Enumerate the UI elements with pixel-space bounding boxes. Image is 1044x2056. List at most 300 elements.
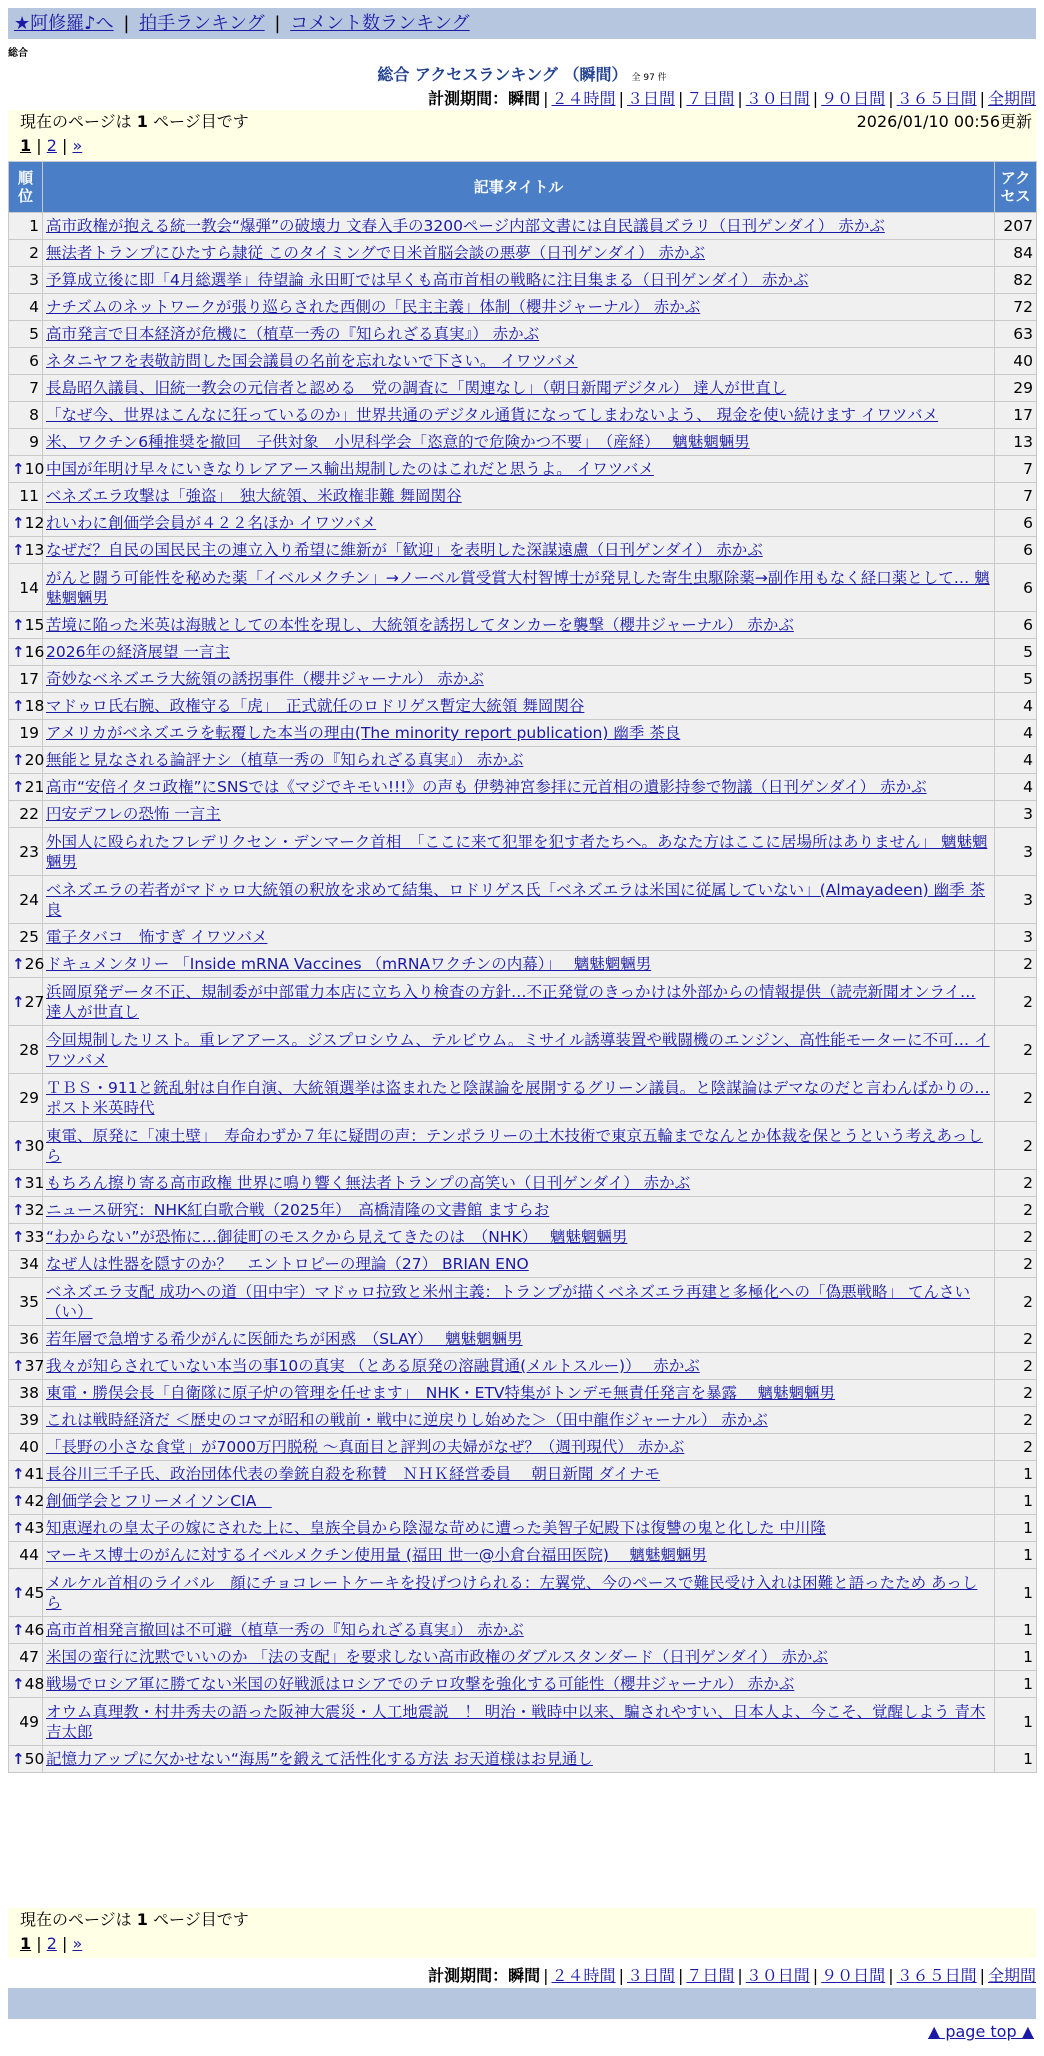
title-cell (43, 1170, 995, 1197)
article-link[interactable]: アメリカがベネズエラを転覆した本当の理由(The minority report publication) 幽季 茶良 (46, 724, 681, 742)
access-count: 17 (995, 402, 1037, 429)
period-separator: | (979, 1966, 985, 1985)
rank-cell (9, 1569, 43, 1617)
title-cell (43, 1488, 995, 1515)
period-option-link[interactable]: ３６５日間 (896, 89, 977, 108)
article-link[interactable]: 奇妙なベネズエラ大統領の誘拐事件（櫻井ジャーナル） 赤かぶ (46, 670, 484, 688)
page-title (0, 62, 1044, 85)
rank-cell (9, 666, 43, 693)
rank-cell (9, 240, 43, 267)
table-row (9, 483, 1037, 510)
table-row (9, 978, 1037, 1026)
rank-number: 40 (19, 1438, 39, 1456)
site-home-link[interactable]: ★阿修羅♪へ (14, 13, 114, 34)
access-count: 3 (995, 801, 1037, 828)
title-cell (43, 1407, 995, 1434)
title-cell (43, 348, 995, 375)
title-cell (43, 924, 995, 951)
rank-number: 24 (19, 890, 39, 909)
period-separator: | (543, 89, 549, 108)
table-row (9, 1746, 1037, 1773)
rank-cell (9, 951, 43, 978)
period-option-link[interactable]: ３日間 (626, 89, 675, 108)
table-row (9, 1461, 1037, 1488)
article-link[interactable]: 外国人に殴られたフレデリクセン・デンマーク首相 「ここに来て犯罪を犯す者たちへ。あなた方はここに居場所はありません」 魑魅魍魎男 (46, 832, 988, 871)
table-header-row (9, 162, 1037, 213)
title-cell (43, 1326, 995, 1353)
access-count: 2 (995, 1380, 1037, 1407)
article-link[interactable]: “わからない”が恐怖に…御徒町のモスクから見えてきたのは （NHK） 魑魅魍魎男 (46, 1228, 628, 1246)
rank-number: 34 (19, 1255, 39, 1273)
article-link[interactable]: マーキス博士のがんに対するイベルメクチン使用量 (福田 世一@小倉台福田医院) 魑魅魍魎男 (46, 1546, 707, 1564)
article-link[interactable]: ニュース研究：NHK紅白歌合戦（2025年） 高橋清隆の文書館 ますらお (46, 1201, 550, 1219)
article-link[interactable]: 円安デフレの恐怖 一言主 (46, 805, 221, 823)
rank-up-arrow-icon: ↑ (12, 1519, 25, 1537)
table-row (9, 564, 1037, 612)
access-count: 2 (995, 978, 1037, 1026)
rank-up-arrow-icon: ↑ (12, 1174, 25, 1192)
rank-cell (9, 693, 43, 720)
rank-cell (9, 1434, 43, 1461)
period-option-link[interactable]: ３日間 (626, 1966, 675, 1985)
comment-ranking-link[interactable]: コメント数ランキング (290, 13, 470, 34)
article-link[interactable]: れいわに創価学会員が４２２名ほか イワツバメ (46, 514, 377, 532)
table-row (9, 720, 1037, 747)
page-info-suffix: ページ目です (153, 112, 249, 131)
access-count: 2 (995, 1122, 1037, 1170)
table-row (9, 1074, 1037, 1122)
article-link[interactable]: 高市政権が抱える統一教会“爆弾”の破壊力 文春入手の3200ページ内部文書には自民議員ズラリ（日刊ゲンダイ） 赤かぶ (46, 217, 885, 235)
table-row (9, 510, 1037, 537)
access-count: 1 (995, 1671, 1037, 1698)
table-row (9, 1488, 1037, 1515)
rank-number: 35 (19, 1292, 39, 1311)
total-count: 全 97 件 (631, 73, 667, 83)
rank-up-arrow-icon: ↑ (12, 1228, 25, 1246)
article-link[interactable]: マドゥロ氏右腕、政権守る「虎」 正式就任のロドリゲス暫定大統領 舞岡関谷 (46, 697, 585, 715)
article-link[interactable]: 創価学会とフリーメイソンCIA (46, 1492, 272, 1510)
table-row (9, 375, 1037, 402)
article-link[interactable]: 東電・勝俣会長「自衛隊に原子炉の管理を任せます」 NHK・ETV特集がトンデモ無責任発言を暴露 魑魅魍魎男 (46, 1384, 835, 1402)
period-selector-bottom (428, 1963, 1036, 1986)
pager: 1 | 2 | » (20, 1934, 83, 1953)
rank-number: 17 (19, 670, 39, 688)
period-option-link[interactable]: 全期間 (987, 1966, 1036, 1985)
article-link[interactable]: これは戦時経済だ ＜歴史のコマが昭和の戦前・戦中に逆戻りし始めた＞（田中龍作ジャーナル） 赤かぶ (46, 1411, 768, 1429)
rank-number: 9 (29, 433, 39, 451)
rank-cell (9, 1353, 43, 1380)
table-row (9, 1353, 1037, 1380)
ranking-title: 総合 アクセスランキング （瞬間） (377, 65, 628, 84)
period-option-link[interactable]: ３６５日間 (896, 1966, 977, 1985)
title-cell (43, 294, 995, 321)
article-link[interactable]: 米、ワクチン6種推奨を撤回 子供対象 小児科学会「恣意的で危険かつ不要」 （産経） 魑魅魍魎男 (46, 433, 750, 451)
title-cell (43, 564, 995, 612)
table-row (9, 402, 1037, 429)
table-row (9, 1170, 1037, 1197)
period-label: 計測期間： (428, 89, 509, 108)
pager: 1 | 2 | » (20, 136, 83, 155)
table-row (9, 1380, 1037, 1407)
access-count: 13 (995, 429, 1037, 456)
article-link[interactable]: なぜだ？自民の国民民主の連立入り希望に維新が「歓迎」を表明した深謀遠慮（日刊ゲンダイ） 赤かぶ (46, 541, 763, 559)
period-option-link[interactable]: ９０日間 (821, 1966, 886, 1985)
pager-page-2[interactable]: 2 (46, 136, 57, 155)
article-link[interactable]: 我々が知らされていない本当の事10の真実 （とある原発の溶融貫通(メルトスルー)） 赤かぶ (46, 1357, 700, 1375)
rank-up-arrow-icon: ↑ (12, 955, 25, 973)
rank-number: 14 (19, 578, 39, 597)
rank-cell (9, 1278, 43, 1326)
period-separator: | (543, 1966, 549, 1985)
rank-cell (9, 564, 43, 612)
article-link[interactable]: ナチズムのネットワークが張り巡らされた西側の「民主主義」体制（櫻井ジャーナル） 赤かぶ (46, 298, 701, 316)
article-link[interactable]: 「なぜ今、世界はこんなに狂っているのか」世界共通のデジタル通貨になってしまわないよう、 現金を使い続けます イワツバメ (46, 406, 939, 424)
access-count: 1 (995, 1644, 1037, 1671)
rank-cell (9, 1251, 43, 1278)
table-row (9, 267, 1037, 294)
article-link[interactable]: 今回規制したリスト。重レアアース。ジスプロシウム、テルビウム。ミサイル誘導装置や戦闘機のエンジン、高性能モーターに不可… イワツバメ (46, 1030, 990, 1069)
rank-number: 29 (19, 1088, 39, 1107)
title-cell (43, 1569, 995, 1617)
access-count: 3 (995, 876, 1037, 924)
article-link[interactable]: 2026年の経済展望 一言主 (46, 643, 230, 661)
rank-number: 50 (24, 1750, 45, 1768)
rank-number: 31 (24, 1174, 45, 1192)
article-link[interactable]: 戦場でロシア軍に勝てない米国の好戦派はロシアでのテロ攻撃を強化する可能性（櫻井ジャーナル） 赤かぶ (46, 1675, 795, 1693)
title-cell (43, 483, 995, 510)
table-row (9, 747, 1037, 774)
top-nav-bar (8, 8, 1036, 39)
title-cell (43, 321, 995, 348)
period-separator: | (812, 89, 819, 108)
access-count: 7 (995, 456, 1037, 483)
pager-next[interactable]: » (72, 136, 83, 155)
article-link[interactable]: ベネズエラ攻撃は「強盗」 独大統領、米政権非難 舞岡関谷 (46, 487, 462, 505)
rank-cell (9, 720, 43, 747)
section-label: 総合 (8, 48, 28, 59)
table-row (9, 639, 1037, 666)
rank-cell (9, 213, 43, 240)
period-separator: | (737, 1966, 743, 1985)
access-count: 6 (995, 564, 1037, 612)
title-cell (43, 1671, 995, 1698)
article-link[interactable]: メルケル首相のライバル 顔にチョコレートケーキを投げつけられる：左翼党、今のペースで難民受け入れは困難と語ったため あっしら (46, 1573, 978, 1612)
article-link[interactable]: オウム真理教・村井秀夫の語った阪神大震災・人工地震説 ！ 明治・戦時中以来、騙されやすい、日本人よ、今こそ、覚醒しよう 青木吉太郎 (46, 1702, 986, 1741)
rank-number: 7 (29, 379, 39, 397)
article-link[interactable]: 東電、原発に「凍土壁」 寿命わずか７年に疑問の声：テンポラリーの土木技術で東京五輪までなんとか体裁を保とうという考えあっしら (46, 1126, 983, 1165)
article-link[interactable]: 高市“安倍イタコ政権”にSNSでは《マジでキモい!!!》の声も 伊勢神宮参拝に元首相の遺影持参で物議（日刊ゲンダイ） 赤かぶ (46, 778, 927, 796)
rank-header: 順位 (9, 162, 43, 213)
rank-cell (9, 267, 43, 294)
table-row (9, 1644, 1037, 1671)
rank-cell (9, 876, 43, 924)
article-link[interactable]: 若年層で急増する希少がんに医師たちが困惑 （SLAY） 魑魅魍魎男 (46, 1330, 523, 1348)
rank-cell (9, 402, 43, 429)
article-link[interactable]: 無能と見なされる論評ナシ（植草一秀の『知られざる真実』） 赤かぶ (46, 751, 524, 769)
period-option-link[interactable]: ２４時間 (551, 89, 616, 108)
period-separator: | (888, 1966, 894, 1985)
rank-cell (9, 1224, 43, 1251)
rank-up-arrow-icon: ↑ (12, 541, 25, 559)
title-cell (43, 828, 995, 876)
rank-cell (9, 1644, 43, 1671)
rank-number: 23 (19, 842, 39, 861)
article-link[interactable]: 苦境に陥った米英は海賊としての本性を現し、大統領を誘拐してタンカーを襲撃（櫻井ジャーナル） 赤かぶ (46, 616, 794, 634)
table-row (9, 213, 1037, 240)
title-cell (43, 978, 995, 1026)
article-link[interactable]: ベネズエラ支配 成功への道（田中宇）マドゥロ拉致と米州主義：トランプが描くベネズエラ再建と多極化への「偽悪戦略」 てんさい（い） (46, 1282, 970, 1321)
rank-cell (9, 1698, 43, 1746)
title-cell (43, 240, 995, 267)
rank-up-arrow-icon: ↑ (12, 697, 25, 715)
title-cell (43, 1746, 995, 1773)
period-separator: | (888, 89, 894, 108)
rank-up-arrow-icon: ↑ (12, 514, 25, 532)
period-separator: | (812, 1966, 819, 1985)
pager-current: 1 (20, 1934, 32, 1953)
rank-cell (9, 801, 43, 828)
rank-number: 12 (24, 514, 45, 532)
title-cell (43, 1698, 995, 1746)
access-count: 2 (995, 1407, 1037, 1434)
access-count: 6 (995, 612, 1037, 639)
article-link[interactable]: 高市発言で日本経済が危機に（植草一秀の『知られざる真実』） 赤かぶ (46, 325, 540, 343)
footer-bar (8, 1988, 1036, 2019)
rank-number: 8 (29, 406, 39, 424)
table-row (9, 774, 1037, 801)
period-separator: | (618, 1966, 624, 1985)
article-link[interactable]: ベネズエラの若者がマドゥロ大統領の釈放を求めて結集、ロドリゲス氏「ベネズエラは米国に従属していない」(Almayadeen) 幽季 茶良 (46, 880, 986, 919)
access-count: 1 (995, 1542, 1037, 1569)
rank-up-arrow-icon: ↑ (12, 1621, 25, 1639)
rank-cell (9, 1122, 43, 1170)
rank-cell (9, 1407, 43, 1434)
rank-cell (9, 537, 43, 564)
period-separator: | (677, 89, 684, 108)
access-count: 29 (995, 375, 1037, 402)
rank-up-arrow-icon: ↑ (12, 1201, 25, 1219)
table-row (9, 801, 1037, 828)
title-cell (43, 1197, 995, 1224)
title-cell (43, 876, 995, 924)
pager-next[interactable]: » (72, 1934, 83, 1953)
rank-cell (9, 639, 43, 666)
period-separator: | (677, 1966, 684, 1985)
rank-up-arrow-icon: ↑ (12, 1750, 25, 1768)
rank-cell (9, 774, 43, 801)
updated-timestamp: 2026/01/10 00:56更新 (856, 112, 1032, 131)
article-link[interactable]: 長谷川三千子氏、政治団体代表の拳銃自殺を称賛 ＮＨＫ経営委員 朝日新聞 ダイナモ (46, 1465, 661, 1483)
rank-number: 49 (19, 1712, 39, 1731)
article-link[interactable]: 浜岡原発データ不正、規制委が中部電力本店に立ち入り検査の方針…不正発覚のきっかけは外部からの情報提供（読売新聞オンライ… 達人が世直し (46, 982, 976, 1021)
article-link[interactable]: もちろん擦り寄る高市政権 世界に鳴り響く無法者トランプの高笑い（日刊ゲンダイ） 赤かぶ (46, 1174, 691, 1192)
access-count: 2 (995, 1074, 1037, 1122)
title-cell (43, 1617, 995, 1644)
title-cell (43, 267, 995, 294)
table-row (9, 1224, 1037, 1251)
access-count: 4 (995, 747, 1037, 774)
page-info-top (8, 110, 1036, 160)
title-cell (43, 429, 995, 456)
table-row (9, 693, 1037, 720)
rank-number: 4 (29, 298, 39, 316)
applause-ranking-link[interactable]: 拍手ランキング (139, 13, 265, 34)
access-count: 1 (995, 1488, 1037, 1515)
access-count: 40 (995, 348, 1037, 375)
article-link[interactable]: 記憶力アップに欠かせない“海馬”を鍛えて活性化する方法 お天道様はお見通し (46, 1750, 593, 1768)
page-top-link[interactable]: ▲ page top ▲ (927, 2022, 1034, 2041)
rank-cell (9, 1170, 43, 1197)
rank-cell (9, 456, 43, 483)
title-cell (43, 1122, 995, 1170)
title-cell (43, 510, 995, 537)
rank-number: 36 (19, 1330, 39, 1348)
rank-number: 26 (24, 955, 45, 973)
article-link[interactable]: 知恵遅れの皇太子の嫁にされた上に、皇族全員から陰湿な苛めに遭った美智子妃殿下は復讐の鬼と化した 中川隆 (46, 1519, 826, 1537)
article-link[interactable]: がんと闘う可能性を秘めた薬「イベルメクチン」→ノーベル賞受賞大村智博士が発見した寄生虫駆除薬→副作用もなく経口薬として… 魑魅魍魎男 (46, 568, 990, 607)
article-link[interactable]: なぜ人は性器を隠すのか？ エントロピーの理論（27） BRIAN ENO (46, 1255, 529, 1273)
article-link[interactable]: 中国が年明け早々にいきなりレアアース輸出規制したのはこれだと思うよ。 イワツバメ (46, 460, 654, 478)
table-row (9, 1407, 1037, 1434)
rank-number: 39 (19, 1411, 39, 1429)
title-cell (43, 402, 995, 429)
access-count: 2 (995, 1197, 1037, 1224)
period-separator: | (618, 89, 624, 108)
rank-cell (9, 1515, 43, 1542)
period-option-link[interactable]: ７日間 (686, 89, 735, 108)
rank-number: 25 (19, 928, 39, 946)
title-cell (43, 747, 995, 774)
nav-separator: | (123, 13, 130, 34)
access-header: アクセス (995, 162, 1037, 213)
access-count: 4 (995, 720, 1037, 747)
period-option-link[interactable]: ３０日間 (745, 1966, 810, 1985)
rank-cell (9, 1542, 43, 1569)
title-cell (43, 1380, 995, 1407)
rank-number: 44 (19, 1546, 39, 1564)
access-count: 7 (995, 483, 1037, 510)
table-row (9, 240, 1037, 267)
access-count: 2 (995, 951, 1037, 978)
rank-cell (9, 1461, 43, 1488)
rank-number: 37 (24, 1357, 45, 1375)
article-link[interactable]: 米国の蛮行に沈黙でいいのか 「法の支配」を要求しない高市政権のダブルスタンダード（日刊ゲンダイ） 赤かぶ (46, 1648, 828, 1666)
rank-number: 46 (24, 1621, 45, 1639)
table-row (9, 828, 1037, 876)
rank-number: 11 (19, 487, 39, 505)
rank-number: 30 (24, 1136, 45, 1155)
title-cell (43, 375, 995, 402)
table-row (9, 294, 1037, 321)
rank-number: 15 (24, 616, 45, 634)
access-count: 2 (995, 1353, 1037, 1380)
article-link[interactable]: ＴＢＳ・911と銃乱射は自作自演、大統領選挙は盗まれたと陰謀論を展開するグリーン議員。と陰謀論はデマなのだと言わんばかりの… ポスト米英時代 (46, 1078, 990, 1117)
rank-up-arrow-icon: ↑ (12, 1357, 25, 1375)
title-cell (43, 213, 995, 240)
table-row (9, 1122, 1037, 1170)
access-count: 4 (995, 693, 1037, 720)
access-count: 3 (995, 828, 1037, 876)
article-link[interactable]: 「長野の小さな食堂」が7000万円脱税 ～真面目と評判の夫婦がなぜ？（週刊現代） 赤かぶ (46, 1438, 685, 1456)
rank-up-arrow-icon: ↑ (12, 1583, 25, 1602)
rank-cell (9, 978, 43, 1026)
title-cell (43, 456, 995, 483)
title-cell (43, 537, 995, 564)
access-count: 2 (995, 1026, 1037, 1074)
rank-number: 47 (19, 1648, 39, 1666)
table-row (9, 1698, 1037, 1746)
table-row (9, 321, 1037, 348)
article-link[interactable]: ネタニヤフを表敬訪問した国会議員の名前を忘れないで下さい。 イワツバメ (46, 352, 578, 370)
rank-number: 13 (24, 541, 45, 559)
table-row (9, 1197, 1037, 1224)
rank-number: 10 (24, 460, 45, 478)
rank-cell (9, 375, 43, 402)
table-row (9, 456, 1037, 483)
page-info-prefix: 現在のページは (20, 1910, 132, 1929)
article-link[interactable]: 予算成立後に即「4月総選挙」待望論 永田町では早くも高市首相の戦略に注目集まる（日刊ゲンダイ） 赤かぶ (46, 271, 809, 289)
rank-cell (9, 483, 43, 510)
article-link[interactable]: 高市首相発言撤回は不可避（植草一秀の『知られざる真実』） 赤かぶ (46, 1621, 524, 1639)
pager-page-2[interactable]: 2 (46, 1934, 57, 1953)
table-row (9, 612, 1037, 639)
period-separator: | (737, 89, 743, 108)
table-row (9, 348, 1037, 375)
rank-cell (9, 1671, 43, 1698)
title-cell (43, 1353, 995, 1380)
title-cell (43, 951, 995, 978)
rank-number: 3 (29, 271, 39, 289)
table-row (9, 429, 1037, 456)
title-cell (43, 1074, 995, 1122)
title-cell (43, 801, 995, 828)
period-option-link[interactable]: 全期間 (987, 89, 1036, 108)
period-option-link[interactable]: ３０日間 (745, 89, 810, 108)
access-count: 1 (995, 1461, 1037, 1488)
table-row (9, 1278, 1037, 1326)
title-cell (43, 774, 995, 801)
period-separator: | (979, 89, 985, 108)
rank-number: 42 (24, 1492, 45, 1510)
rank-cell (9, 828, 43, 876)
period-option-link[interactable]: ９０日間 (821, 89, 886, 108)
title-cell (43, 1278, 995, 1326)
article-link[interactable]: ドキュメンタリー 「Inside mRNA Vaccines （mRNAワクチンの内幕）」 魑魅魍魎男 (46, 955, 652, 973)
period-option-link[interactable]: ２４時間 (551, 1966, 616, 1985)
table-row (9, 1542, 1037, 1569)
access-count: 3 (995, 924, 1037, 951)
article-link[interactable]: 電子タバコ 怖すぎ イワツバメ (46, 928, 268, 946)
period-current: 瞬間 (508, 1966, 541, 1985)
rank-cell (9, 612, 43, 639)
ranking-table (8, 161, 1037, 1773)
rank-number: 19 (19, 724, 39, 742)
rank-number: 21 (24, 778, 45, 796)
rank-cell (9, 429, 43, 456)
rank-up-arrow-icon: ↑ (12, 778, 25, 796)
rank-up-arrow-icon: ↑ (12, 1492, 25, 1510)
rank-cell (9, 1746, 43, 1773)
access-count: 84 (995, 240, 1037, 267)
rank-number: 45 (24, 1583, 45, 1602)
rank-number: 5 (29, 325, 39, 343)
article-link[interactable]: 長島昭久議員、旧統一教会の元信者と認める 党の調査に「関連なし」（朝日新聞デジタル） 達人が世直し (46, 379, 787, 397)
access-count: 2 (995, 1278, 1037, 1326)
article-link[interactable]: 無法者トランプにひたすら隷従 このタイミングで日米首脳会談の悪夢（日刊ゲンダイ） 赤かぶ (46, 244, 705, 262)
access-count: 4 (995, 774, 1037, 801)
rank-number: 38 (19, 1384, 39, 1402)
period-option-link[interactable]: ７日間 (686, 1966, 735, 1985)
